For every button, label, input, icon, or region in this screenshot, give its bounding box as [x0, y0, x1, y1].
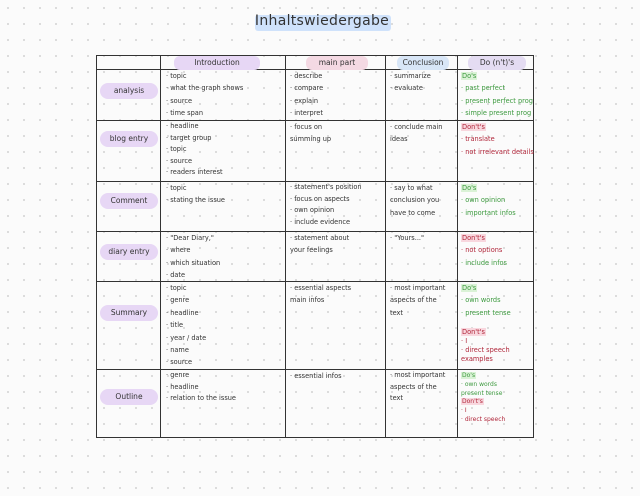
cell-comment-main: · statement's position · focus on aspects · own opinion · include evidence	[290, 183, 362, 226]
page-title: Inhaltswiedergabe	[254, 13, 390, 29]
column-header-dos: Do (n't)'s	[468, 56, 526, 70]
cell-outline-donts: Don't's · I · direct speech	[461, 398, 506, 423]
row-label-summary: Summary	[100, 305, 158, 321]
cell-outline-conclusion: · most important aspects of the text	[390, 371, 446, 402]
cell-outline-intro: · genre · headline · relation to the issue	[166, 371, 236, 402]
column-header-conclusion: Conclusion	[397, 56, 449, 70]
cell-summary-intro: · topic · genre · headline · title · year / date · name · source	[166, 284, 207, 367]
cell-diary-intro: · "Dear Diary," · where · which situation · date	[166, 234, 221, 280]
cell-comment-intro: · topic · stating the issue	[166, 184, 225, 205]
cell-outline-main: · essential infos	[290, 372, 342, 380]
cell-blog-donts: Don't's · translate · not irrelevant details	[461, 123, 534, 156]
table-divider	[160, 55, 161, 438]
row-label-diary-entry: diary entry	[100, 244, 158, 260]
cell-diary-donts: Don't's · not options · include infos	[461, 234, 507, 267]
cell-analysis-main: · describe · compare · explain · interpret	[290, 72, 324, 118]
cell-outline-dos: Do's · own words present tense	[461, 372, 503, 397]
row-label-blog-entry: blog entry	[100, 131, 158, 147]
column-header-introduction: Introduction	[174, 56, 260, 70]
cell-analysis-dos: Do's · past perfect · present perfect prog · simple present prog	[461, 72, 533, 118]
cell-analysis-intro: · topic · what the graph shows · source · time span	[166, 72, 244, 118]
row-label-analysis: analysis	[100, 83, 158, 99]
cell-summary-main: · essential aspects main infos	[290, 284, 352, 305]
cell-diary-conclusion: · "Yours..."	[390, 234, 425, 242]
cell-blog-intro: · headline · target group · topic · source · readers interest	[166, 122, 223, 176]
cell-analysis-conclusion: · summarize · evaluate	[390, 72, 431, 93]
table-divider	[285, 55, 286, 438]
cell-blog-main: · focus on summing up	[290, 123, 332, 144]
cell-summary-dos: Do's · own words · present tense	[461, 284, 511, 317]
cell-blog-conclusion: · conclude main ideas	[390, 123, 443, 144]
row-label-comment: Comment	[100, 193, 158, 209]
cell-summary-donts: Don't's · I · direct speech examples	[461, 328, 510, 363]
cell-diary-main: · statement about your feelings	[290, 234, 350, 255]
cell-comment-dos: Do's · own opinion · important infos	[461, 184, 516, 217]
table-divider	[457, 55, 458, 438]
cell-summary-conclusion: · most important aspects of the text	[390, 284, 446, 317]
table-divider	[385, 55, 386, 438]
column-header-main-part: main part	[306, 56, 368, 70]
cell-comment-conclusion: · say to what conclusion you have to come	[390, 184, 440, 217]
row-label-outline: Outline	[100, 389, 158, 405]
